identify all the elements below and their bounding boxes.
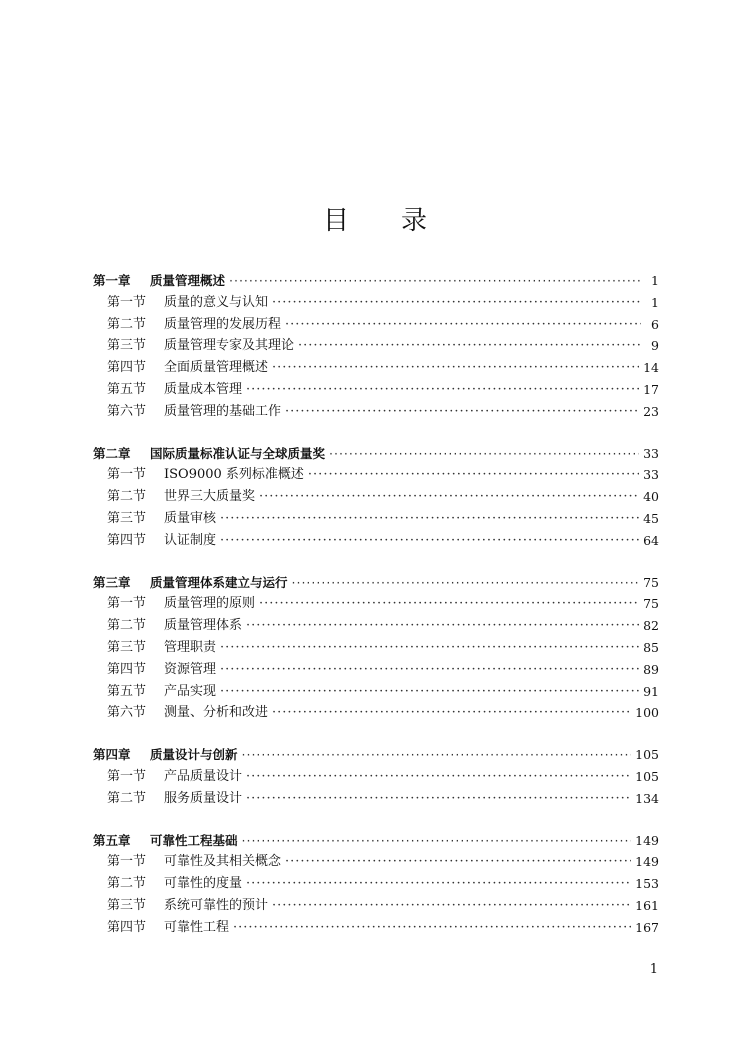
toc-section-entry-page: 105	[635, 768, 659, 784]
dot-leader	[246, 766, 631, 788]
toc-chapter-block	[93, 270, 659, 423]
toc-section-entry-title: 世界三大质量奖	[164, 489, 256, 505]
toc-section-entry-page: 17	[643, 381, 659, 397]
toc-section-entry-page: 9	[651, 338, 659, 354]
toc-section-entry-number: 第一节	[107, 596, 147, 612]
toc-section-entry-page: 45	[643, 510, 659, 526]
toc-chapter-entry-title: 质量设计与创新	[150, 747, 238, 763]
toc-section-entry-number: 第二节	[107, 876, 147, 892]
toc-section-entry-page: 64	[643, 532, 659, 548]
toc-chapter-entry-page: 33	[643, 445, 659, 461]
toc-section-entry-number: 第六节	[107, 705, 147, 721]
toc-section-entry-page: 6	[651, 316, 659, 332]
toc-section-entry-number: 第三节	[107, 897, 147, 913]
toc-section-entry-page: 100	[635, 705, 659, 721]
toc-section-entry-number: 第一节	[107, 854, 147, 870]
toc-chapter-entry-number: 第三章	[93, 574, 131, 590]
toc-section-entry-number: 第四节	[107, 919, 147, 935]
toc-section-entry-page: 33	[643, 467, 659, 483]
toc-section-entry-number: 第一节	[107, 294, 147, 310]
toc-section-entry-page: 1	[651, 294, 659, 310]
toc-section-entry-number: 第三节	[107, 639, 147, 655]
dot-leader	[220, 681, 639, 703]
toc-section-entry-title: 可靠性的度量	[164, 876, 243, 892]
table-of-contents	[93, 270, 659, 959]
toc-section-entry-title: ISO9000 系列标准概述	[164, 467, 304, 483]
toc-chapter-entry-title: 质量管理体系建立与运行	[150, 574, 288, 590]
toc-section-entry-title: 服务质量设计	[164, 790, 243, 806]
toc-section-entry[interactable]	[93, 788, 659, 810]
toc-chapter-entry[interactable]	[93, 443, 659, 465]
toc-section-entry[interactable]	[93, 659, 659, 681]
toc-section-entry-title: 认证制度	[164, 532, 217, 548]
dot-leader	[220, 508, 639, 530]
toc-section-entry-page: 91	[643, 683, 659, 699]
toc-section-entry-number: 第二节	[107, 489, 147, 505]
dot-leader	[246, 873, 631, 895]
dot-leader	[272, 292, 641, 314]
toc-section-entry-number: 第一节	[107, 768, 147, 784]
toc-section-entry[interactable]	[93, 357, 659, 379]
toc-section-entry-title: 质量管理体系	[164, 618, 243, 634]
toc-section-entry-title: 资源管理	[164, 661, 217, 677]
toc-section-entry-number: 第四节	[107, 661, 147, 677]
toc-chapter-entry-title: 质量管理概述	[150, 273, 226, 288]
dot-leader	[220, 659, 639, 681]
toc-section-entry[interactable]	[93, 851, 659, 873]
toc-section-entry-page: 134	[635, 790, 659, 806]
toc-section-entry-number: 第六节	[107, 403, 147, 419]
toc-section-entry[interactable]	[93, 702, 659, 724]
toc-section-entry-title: 测量、分析和改进	[164, 705, 269, 721]
toc-section-entry-page: 161	[635, 897, 659, 913]
toc-chapter-block	[93, 744, 659, 809]
toc-section-entry-page: 82	[643, 618, 659, 634]
toc-section-entry-page: 153	[635, 876, 659, 892]
toc-chapter-entry-number: 第一章	[93, 273, 131, 288]
toc-section-entry-number: 第四节	[107, 532, 147, 548]
dot-leader	[220, 530, 639, 552]
toc-section-entry[interactable]	[93, 292, 659, 314]
toc-chapter-entry-title: 可靠性工程基础	[150, 832, 238, 848]
toc-section-entry-number: 第五节	[107, 381, 147, 397]
dot-leader	[272, 357, 639, 379]
toc-section-entry[interactable]	[93, 464, 659, 486]
toc-section-entry-page: 40	[643, 489, 659, 505]
dot-leader	[285, 314, 641, 336]
toc-section-entry-title: 全面质量管理概述	[164, 360, 269, 376]
dot-leader	[259, 486, 639, 508]
toc-section-entry-title: 可靠性及其相关概念	[164, 854, 282, 870]
title-char-2: 录	[401, 206, 428, 236]
toc-section-entry-page: 167	[635, 919, 659, 935]
toc-chapter-entry-page: 75	[643, 574, 659, 590]
toc-section-entry[interactable]	[93, 873, 659, 895]
toc-chapter-entry-page: 1	[651, 273, 659, 288]
toc-section-entry-number: 第四节	[107, 360, 147, 376]
toc-chapter-entry-number: 第四章	[93, 747, 131, 763]
toc-section-entry-title: 质量管理专家及其理论	[164, 338, 295, 354]
toc-section-entry-page: 75	[643, 596, 659, 612]
toc-section-entry-title: 质量成本管理	[164, 381, 243, 397]
toc-section-entry-page: 85	[643, 639, 659, 655]
toc-section-entry-title: 质量管理的发展历程	[164, 316, 282, 332]
toc-section-entry-number: 第一节	[107, 467, 147, 483]
toc-section-entry-title: 产品质量设计	[164, 768, 243, 784]
toc-section-entry-title: 质量管理的基础工作	[164, 403, 282, 419]
toc-section-entry[interactable]	[93, 615, 659, 637]
toc-section-entry[interactable]	[93, 637, 659, 659]
toc-section-entry-title: 可靠性工程	[164, 919, 230, 935]
toc-section-entry[interactable]	[93, 917, 659, 939]
page-title	[0, 200, 750, 237]
dot-leader	[242, 744, 632, 766]
toc-section-entry-number: 第三节	[107, 338, 147, 354]
toc-section-entry-title: 系统可靠性的预计	[164, 897, 269, 913]
toc-section-entry-number: 第三节	[107, 510, 147, 526]
toc-section-entry[interactable]	[93, 486, 659, 508]
title-char-1: 目	[322, 206, 349, 236]
toc-section-entry-title: 质量的意义与认知	[164, 294, 269, 310]
toc-chapter-entry[interactable]	[93, 830, 659, 852]
toc-section-entry[interactable]	[93, 314, 659, 336]
dot-leader	[246, 379, 639, 401]
toc-section-entry[interactable]	[93, 401, 659, 423]
toc-chapter-entry-title: 国际质量标准认证与全球质量奖	[150, 445, 326, 461]
dot-leader	[292, 572, 640, 594]
dot-leader	[246, 788, 631, 810]
toc-section-entry[interactable]	[93, 530, 659, 552]
toc-section-entry[interactable]	[93, 766, 659, 788]
dot-leader	[272, 702, 631, 724]
toc-chapter-entry[interactable]	[93, 572, 659, 594]
dot-leader	[298, 335, 641, 357]
toc-section-entry-number: 第五节	[107, 683, 147, 699]
toc-section-entry-page: 89	[643, 661, 659, 677]
page-number: 1	[649, 962, 658, 977]
toc-section-entry-number: 第二节	[107, 790, 147, 806]
toc-chapter-block	[93, 443, 659, 552]
toc-section-entry[interactable]	[93, 895, 659, 917]
dot-leader	[233, 917, 631, 939]
dot-leader	[259, 593, 639, 615]
toc-section-entry-number: 第二节	[107, 316, 147, 332]
toc-chapter-entry[interactable]	[93, 270, 659, 292]
toc-chapter-entry-number: 第五章	[93, 832, 131, 848]
toc-chapter-entry[interactable]	[93, 744, 659, 766]
toc-chapter-entry-number: 第二章	[93, 445, 131, 461]
toc-chapter-block	[93, 830, 659, 939]
toc-section-entry-title: 管理职责	[164, 639, 217, 655]
toc-chapter-entry-page: 105	[635, 747, 659, 763]
toc-section-entry-page: 23	[643, 403, 659, 419]
toc-section-entry-number: 第二节	[107, 618, 147, 634]
toc-section-entry-title: 质量管理的原则	[164, 596, 256, 612]
dot-leader	[246, 615, 639, 637]
dot-leader	[242, 830, 632, 852]
toc-section-entry-page: 149	[635, 854, 659, 870]
toc-section-entry[interactable]	[93, 508, 659, 530]
toc-section-entry-page: 14	[643, 360, 659, 376]
toc-section-entry[interactable]	[93, 335, 659, 357]
toc-section-entry[interactable]	[93, 379, 659, 401]
toc-section-entry[interactable]	[93, 681, 659, 703]
toc-section-entry-title: 质量审核	[164, 510, 217, 526]
toc-section-entry[interactable]	[93, 593, 659, 615]
dot-leader	[285, 401, 639, 423]
toc-chapter-entry-page: 149	[635, 832, 659, 848]
toc-chapter-block	[93, 572, 659, 725]
dot-leader	[220, 637, 639, 659]
dot-leader	[308, 464, 639, 486]
dot-leader	[229, 270, 641, 292]
dot-leader	[329, 443, 639, 465]
dot-leader	[272, 895, 631, 917]
dot-leader	[285, 851, 631, 873]
toc-section-entry-title: 产品实现	[164, 683, 217, 699]
